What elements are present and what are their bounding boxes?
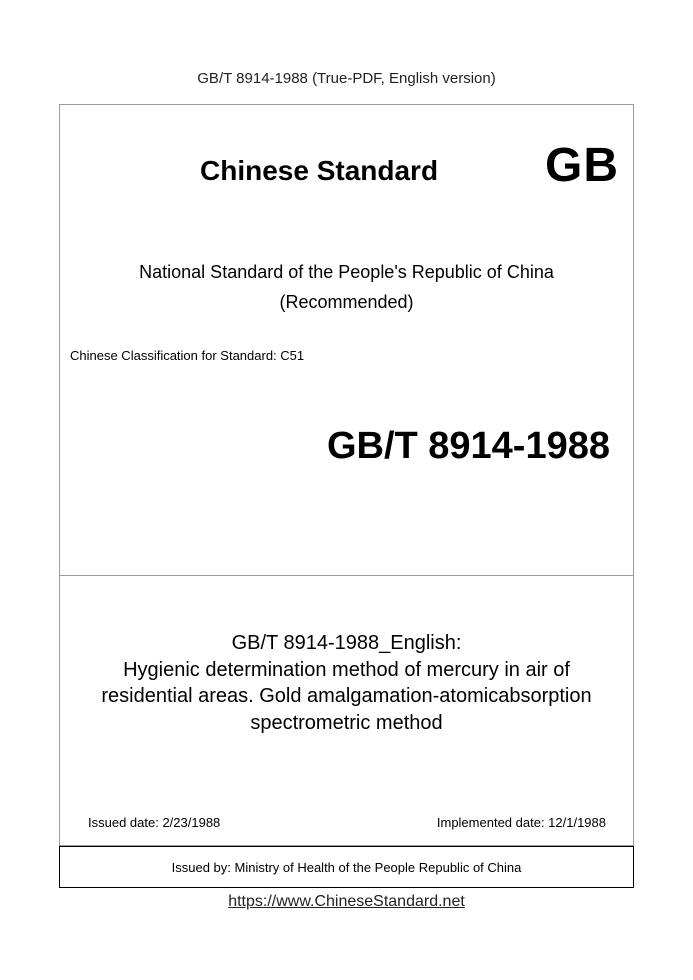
standard-number: GB/T 8914-1988: [326, 425, 610, 467]
gb-mark: GB: [545, 139, 619, 192]
national-standard-line: National Standard of the People's Republic of China: [139, 262, 554, 282]
classification-text: Chinese Classification for Standard: C51: [70, 348, 305, 363]
national-standard-block: [59, 257, 634, 317]
title-line-3: residential areas. Gold amalgamation-atomicabsorption: [101, 685, 592, 707]
document-caption: GB/T 8914-1988 (True-PDF, English version): [197, 70, 496, 87]
issuer-box: [59, 846, 634, 888]
document-title: [59, 630, 634, 736]
title-line-4: spectrometric method: [250, 711, 443, 734]
website-link[interactable]: https://www.ChineseStandard.net: [228, 893, 465, 910]
title-line-2: Hygienic determination method of mercury in air of: [123, 658, 570, 681]
recommended-line: (Recommended): [279, 292, 414, 312]
issuer-text: Issued by: Ministry of Health of the People Republic of China: [171, 859, 522, 875]
issued-date: Issued date: 2/23/1988: [88, 815, 221, 830]
title-line-1: GB/T 8914-1988_English:: [231, 632, 462, 654]
implemented-date: Implemented date: 12/1/1988: [436, 815, 606, 830]
chinese-standard-heading: Chinese Standard: [200, 155, 439, 186]
